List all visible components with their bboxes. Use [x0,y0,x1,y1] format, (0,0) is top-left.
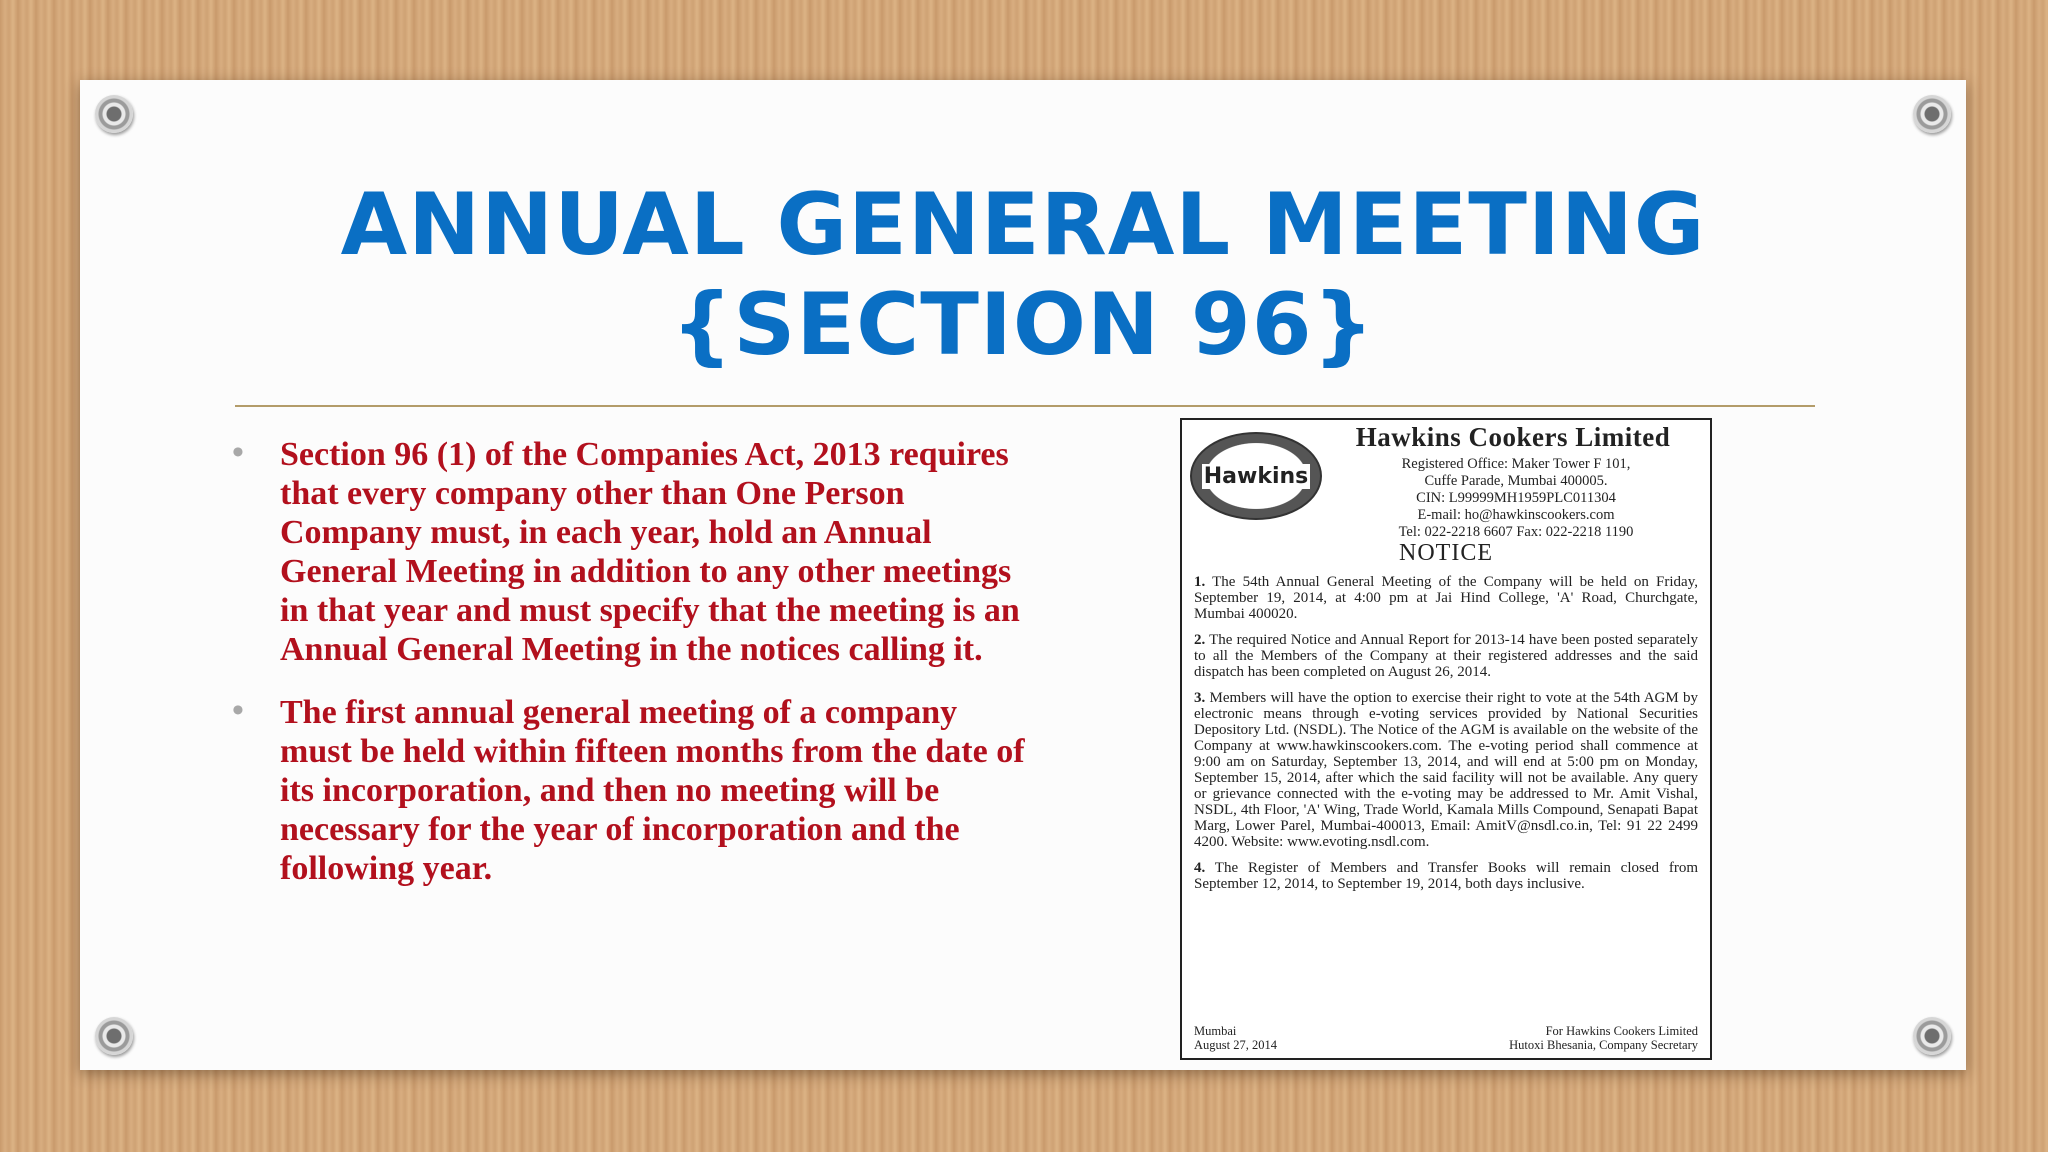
logo-text: Hawkins [1203,463,1309,489]
address-line: Registered Office: Maker Tower F 101, [1401,456,1631,472]
bullet-text: Section 96 (1) of the Companies Act, 2013 requires that every company other than One Person Company must, in each year, hold an Annual General Meeting in addition to any other meetings in that year and must specify that the meeting is an Annual General Meeting in the notices calling it. [280,436,1020,668]
notice-paragraph: 1. The 54th Annual General Meeting of the Company will be held on Friday, September 19, 2014, at 4:00 pm at Jai Hind College, 'A' Road, Churchgate, Mumbai 400020. [1194,574,1698,622]
notice-footer [1194,1024,1698,1052]
company-address [1332,456,1700,541]
notice-paragraph: 4. The Register of Members and Transfer Books will remain closed from September 12, 2014, to September 19, 2014, both days inclusive. [1194,860,1698,892]
title-line-2: {SECTION 96} [671,275,1375,375]
bullet-item [230,693,1030,888]
notice-signatory: For Hawkins Cookers Limited Hutoxi Bhesania, Company Secretary [1509,1024,1698,1052]
address-line: Cuffe Parade, Mumbai 400005. [1424,473,1608,489]
bullet-text: The first annual general meeting of a company must be held within fifteen months from the date of its incorporation, and then no meeting will be necessary for the year of incorporation and the following year. [280,694,1025,887]
notice-place-date: Mumbai August 27, 2014 [1194,1024,1277,1052]
title-line-1: ANNUAL GENERAL MEETING [340,175,1706,275]
address-line: Tel: 022-2218 6607 Fax: 022-2218 1190 [1398,524,1634,540]
address-line: E-mail: ho@hawkinscookers.com [1417,507,1615,523]
screw-top-right-icon [1913,95,1951,133]
slide [80,80,1966,1070]
newspaper-notice-image [1180,418,1712,1060]
notice-paragraph: 3. Members will have the option to exercise their right to vote at the 54th AGM by electronic means through e-voting services provided by National Securities Depository Ltd. (NSDL). The Notice of the AGM is available on the website of the Company at www.hawkinscookers.com. The e-voting period shall commence at 9:00 am on Saturday, September 13, 2014, and will end at 5:00 pm on Monday, September 15, 2014, after which the said facility will not be available. Any query or grievance connected with the e-voting may be addressed to Mr. Amit Vishal, NSDL, 4th Floor, 'A' Wing, Trade World, Kamala Mills Compound, Senapati Bapat Marg, Lower Parel, Mumbai-400013, Email: AmitV@nsdl.co.in, Tel: 91 22 2499 4200. Website: www.evoting.nsdl.com. [1194,690,1698,850]
screw-bottom-right-icon [1913,1017,1951,1055]
notice-heading: NOTICE [1399,540,1493,566]
slide-title [80,175,1966,375]
screw-bottom-left-icon [95,1017,133,1055]
hawkins-logo [1190,432,1322,520]
notice-body [1194,574,1698,902]
bullet-dot-icon: • [232,692,244,729]
screw-top-left-icon [95,95,133,133]
bullet-list [230,435,1030,912]
bullet-item [230,435,1030,669]
bullet-dot-icon: • [232,434,244,471]
notice-paragraph: 2. The required Notice and Annual Report for 2013-14 have been posted separately to all the Members of the Company at their registered addresses and the said dispatch has been completed on August 26, 2014. [1194,632,1698,680]
company-name: Hawkins Cookers Limited [1355,422,1671,452]
address-line: CIN: L99999MH1959PLC011304 [1416,490,1616,506]
title-divider [235,405,1815,407]
